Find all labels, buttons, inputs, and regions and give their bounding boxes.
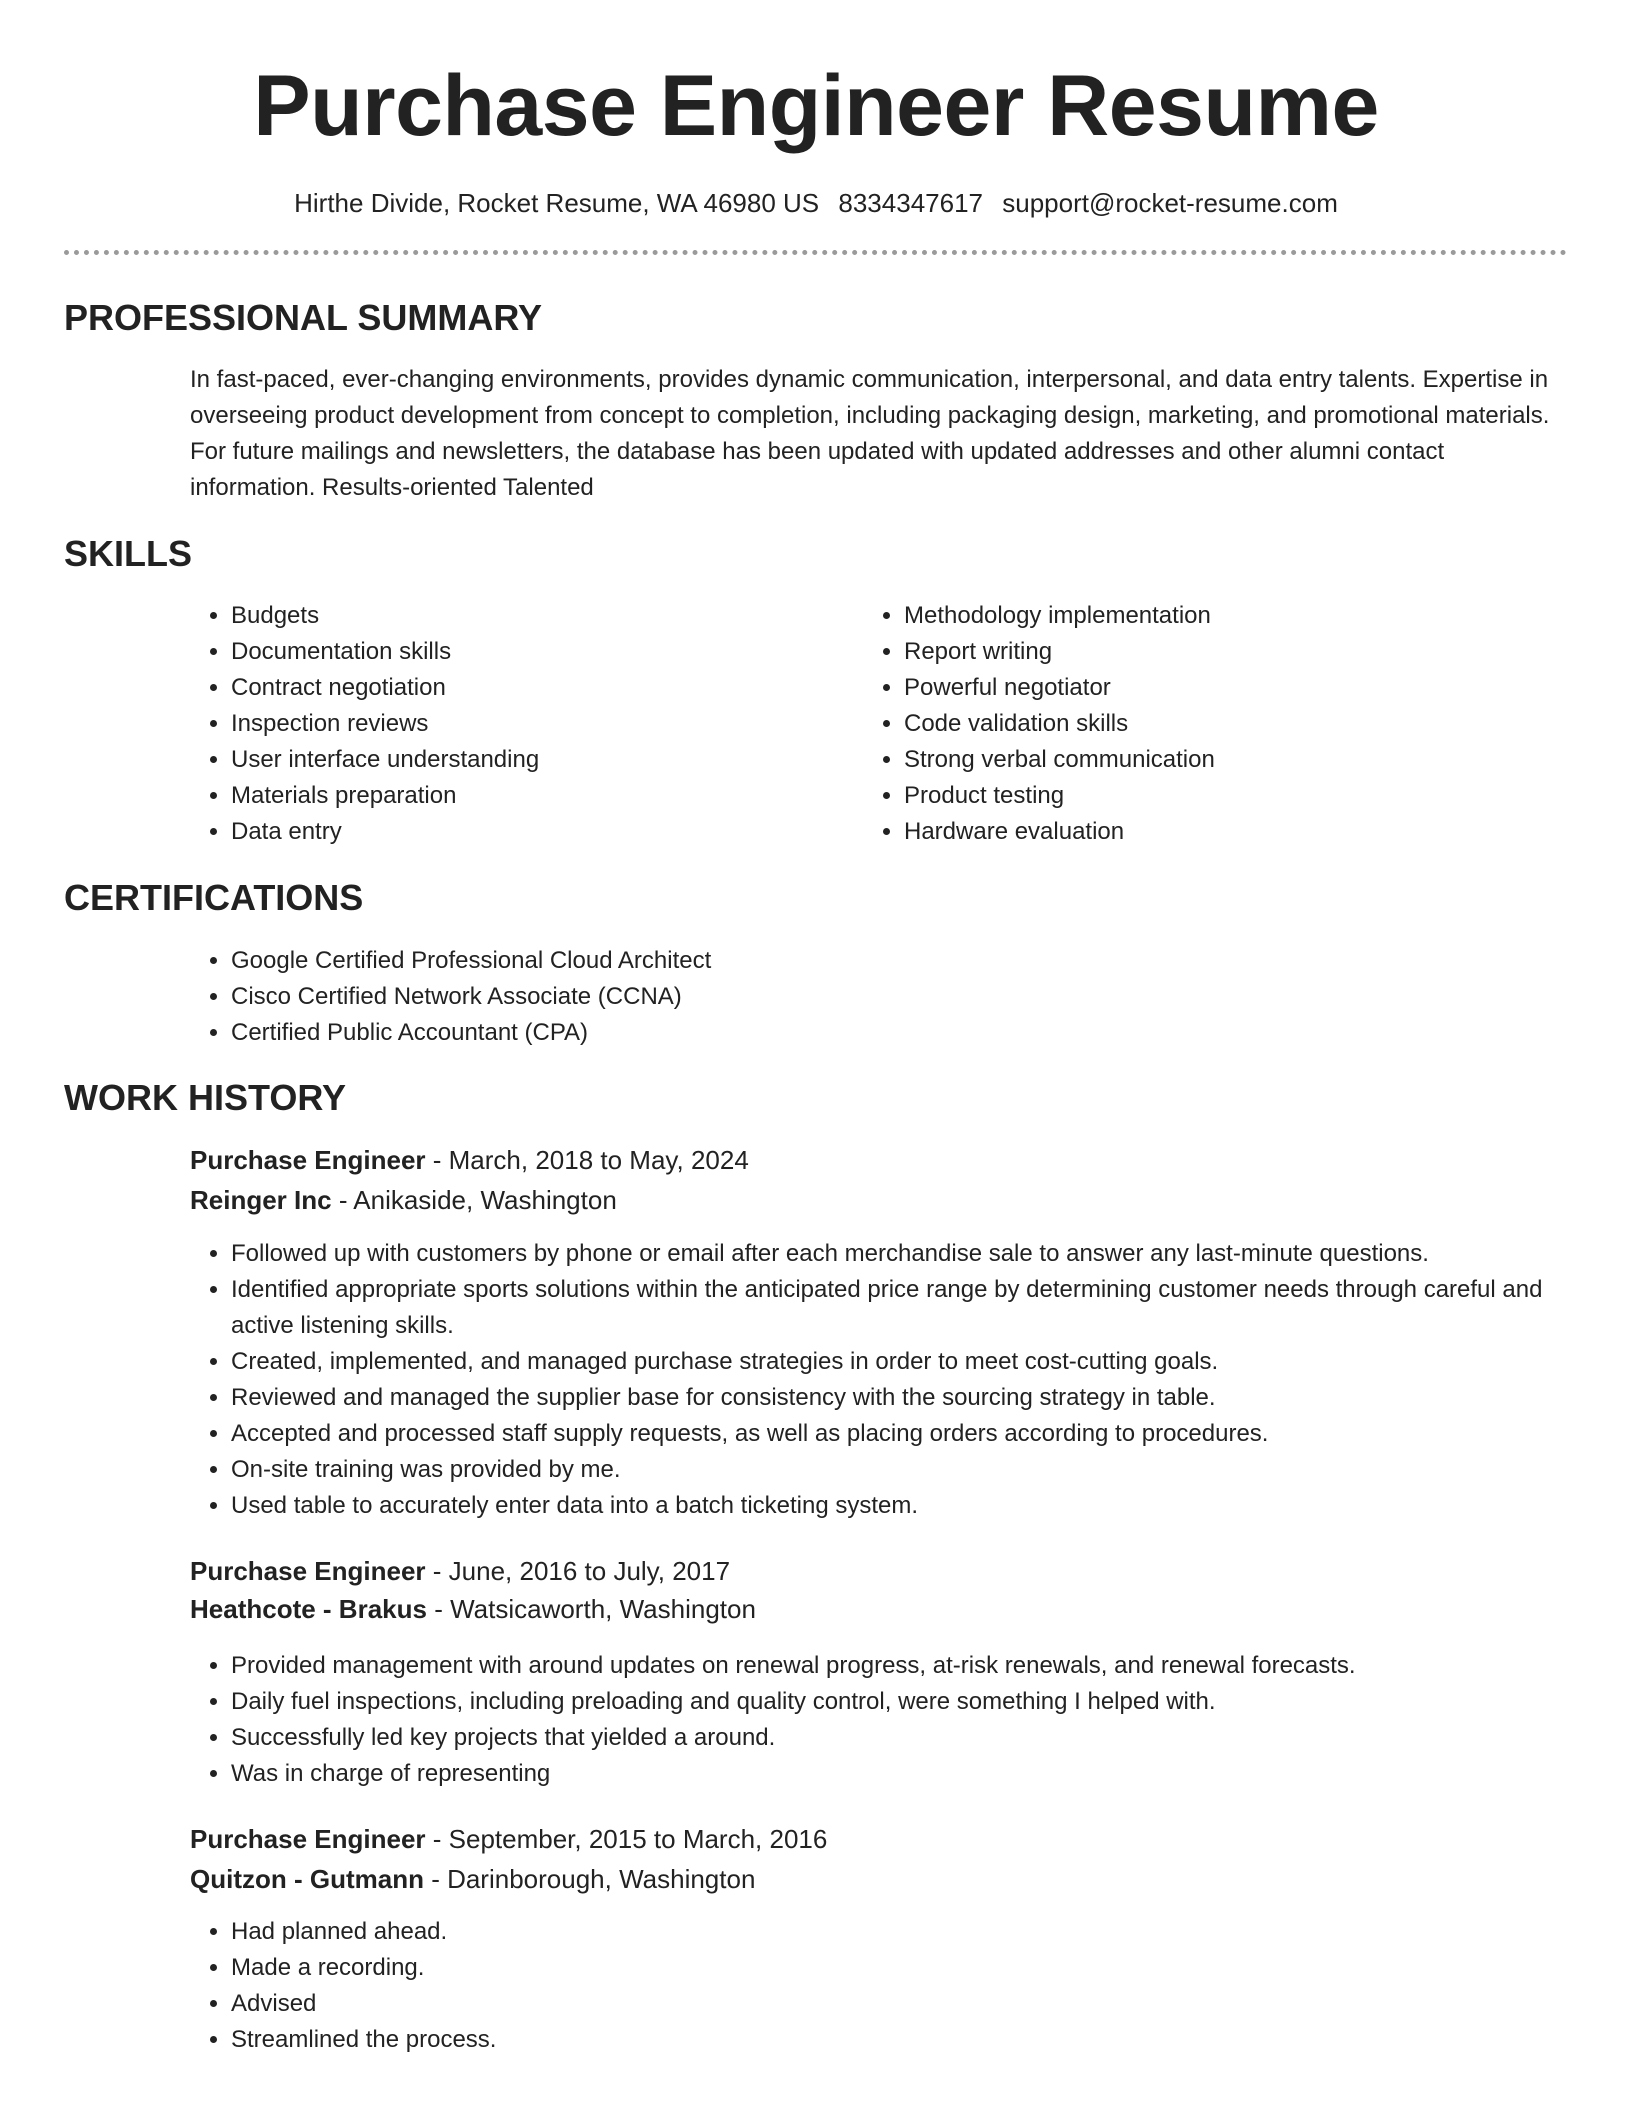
skills-list-left [187,598,831,850]
job-company: Reinger Inc [190,1185,332,1215]
job-bullet: • Created, implemented, and managed purchase strategies in order to meet cost-cutting goals. [231,1344,1591,1380]
job-bullet: • Accepted and processed staff supply requests, as well as placing orders according to procedures. [231,1416,1591,1452]
certifications-list [187,943,1531,1051]
summary-heading: PROFESSIONAL SUMMARY [64,297,543,338]
job-dates: - June, 2016 to July, 2017 [425,1556,731,1586]
job-location: - Watsicaworth, Washington [426,1594,756,1624]
skill-item: • Materials preparation [231,778,831,814]
job-bullet: • Provided management with around updates on renewal progress, at-risk renewals, and renewal forecasts. [231,1648,1591,1684]
job-location: - Anikaside, Washington [331,1185,617,1215]
contact-address: Hirthe Divide, Rocket Resume, WA 46980 US [294,188,820,218]
job-bullet: • Had planned ahead. [231,1914,1591,1950]
certification-item: • Cisco Certified Network Associate (CCNA) [231,979,1531,1015]
job-bullet: • Advised [231,1986,1591,2022]
job-company-line [190,1860,755,1898]
job-title: Purchase Engineer [190,1145,426,1175]
job-title: Purchase Engineer [190,1556,426,1586]
skill-item: • Strong verbal communication [904,742,1584,778]
job-title-line [190,1820,827,1858]
skill-item: • Hardware evaluation [904,814,1584,850]
skill-item: • Contract negotiation [231,670,831,706]
job-company: Heathcote - Brakus [190,1594,427,1624]
job-title-line [190,1141,749,1179]
certification-item: • Google Certified Professional Cloud Architect [231,943,1531,979]
job-bullets [187,1648,1591,1792]
skill-item: • Report writing [904,634,1584,670]
job-bullet: • Followed up with customers by phone or email after each merchandise sale to answer any last-minute questions. [231,1236,1591,1272]
skill-item: • Inspection reviews [231,706,831,742]
skill-item: • Documentation skills [231,634,831,670]
skill-item: • Code validation skills [904,706,1584,742]
skills-list-right [860,598,1584,850]
job-dates: - September, 2015 to March, 2016 [425,1824,828,1854]
job-bullet: • Was in charge of representing [231,1756,1591,1792]
job-bullet: • Successfully led key projects that yielded a around. [231,1720,1591,1756]
skill-item: • Powerful negotiator [904,670,1584,706]
certifications-heading: CERTIFICATIONS [64,877,364,918]
summary-text: In fast-paced, ever-changing environments, provides dynamic communication, interpersonal, and data entry talents. Expertise in overseeing product development from concept to completion, including packaging design, marketing, and promotional materials. For future mailings and newsletters, the database has been updated with updated addresses and other alumni contact information. Results-oriented Talented [190,366,1550,501]
job-dates: - March, 2018 to May, 2024 [425,1145,749,1175]
work-history-heading: WORK HISTORY [64,1077,347,1118]
job-location: - Darinborough, Washington [423,1864,756,1894]
job-bullet: • Daily fuel inspections, including preloading and quality control, were something I helped with. [231,1684,1591,1720]
header-divider [64,250,1567,255]
skill-item: • Methodology implementation [904,598,1584,634]
job-company-line [190,1181,617,1219]
skills-heading: SKILLS [64,533,193,574]
skill-item: • Data entry [231,814,831,850]
certification-item: • Certified Public Accountant (CPA) [231,1015,1531,1051]
job-title-line [190,1552,730,1590]
contact-phone: 8334347617 [838,188,983,218]
resume-title: Purchase Engineer Resume [253,58,1379,154]
skill-item: • Product testing [904,778,1584,814]
job-bullet: • Made a recording. [231,1950,1591,1986]
skill-item: • Budgets [231,598,831,634]
job-bullets [187,1236,1591,1524]
contact-email: support@rocket-resume.com [1002,188,1338,218]
skill-item: • User interface understanding [231,742,831,778]
job-bullet: • Streamlined the process. [231,2022,1591,2058]
job-bullet: • Used table to accurately enter data into a batch ticketing system. [231,1488,1591,1524]
job-title: Purchase Engineer [190,1824,426,1854]
job-company: Quitzon - Gutmann [190,1864,424,1894]
job-bullet: • On-site training was provided by me. [231,1452,1591,1488]
job-bullets [187,1914,1591,2058]
job-bullet: • Identified appropriate sports solutions within the anticipated price range by determining customer needs through careful and active listening skills. [231,1272,1591,1344]
job-company-line [190,1590,756,1628]
contact-line [0,186,1632,220]
job-bullet: • Reviewed and managed the supplier base for consistency with the sourcing strategy in table. [231,1380,1591,1416]
